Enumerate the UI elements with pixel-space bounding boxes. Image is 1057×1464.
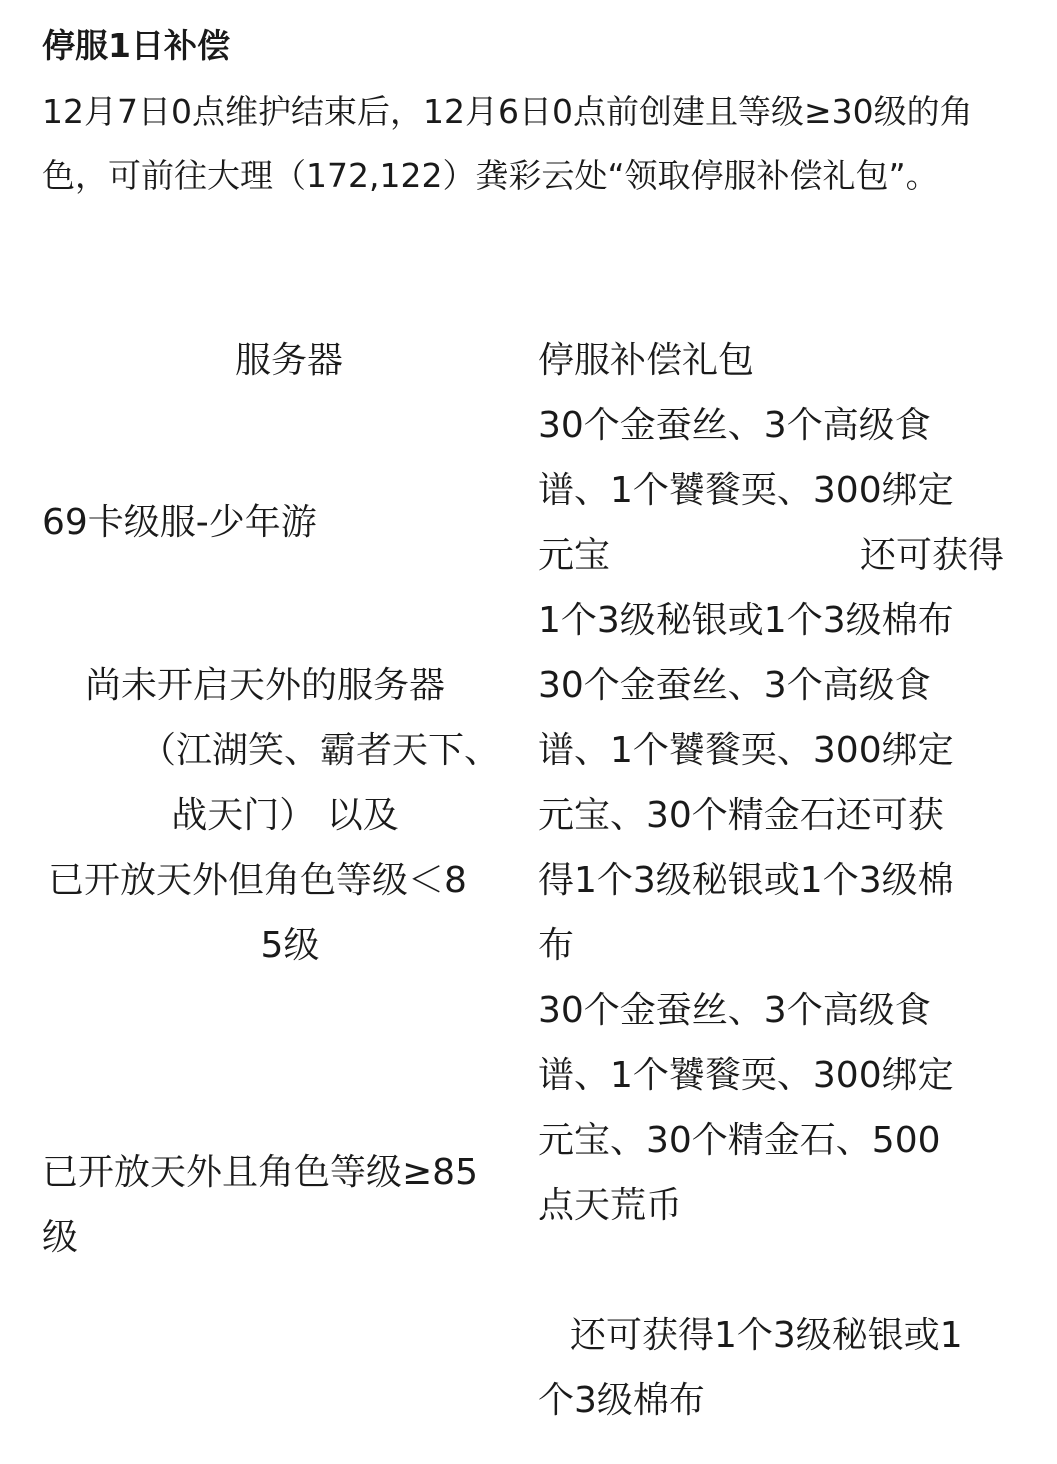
row2-package-line2: 谱、1个饕餮耎、300绑定 [538,730,954,771]
row2-server-line1: 尚未开启天外的服务器 [84,665,445,706]
row1-package-line3b: 还可获得 [860,535,1005,576]
row1-package-line2: 谱、1个饕餮耎、300绑定 [538,470,954,511]
row3-package-line1: 30个金蚕丝、3个高级食 [538,990,931,1031]
row1-package-line1: 30个金蚕丝、3个高级食 [538,405,931,446]
header-package: 停服补偿礼包 [538,340,755,381]
row1-package-line3: 元宝 [538,535,611,576]
row2-package-line1: 30个金蚕丝、3个高级食 [538,665,931,706]
row3-server-line1: 已开放天外且角色等级≥85 [42,1152,478,1193]
row2-server-line4: 已开放天外但角色等级＜8 [48,860,467,901]
row3-package-line6: 个3级棉布 [538,1380,705,1421]
row3-server-line2: 级 [42,1217,79,1258]
row3-package-line4: 点天荒币 [538,1185,683,1226]
notice-title: 停服1日补偿 [42,26,230,65]
row1-package-line4: 1个3级秘银或1个3级棉布 [538,600,954,641]
row2-package-line4: 得1个3级秘银或1个3级棉 [538,860,954,901]
notice-intro: 12月7日0点维护结束后，12月6日0点前创建且等级≥30级的角色，可前往大理（172,122）龚彩云处“领取停服补偿礼包”。 [42,92,973,195]
row3-package-line5: 还可获得1个3级秘银或1 [570,1315,963,1356]
row2-package-line5: 布 [538,925,575,966]
row2-server-line3: 战天门） 以及 [171,795,399,836]
row2-server-line2: （江湖笑、霸者天下、 [139,730,500,771]
row2-package-line3: 元宝、30个精金石还可获 [538,795,944,836]
header-server: 服务器 [234,340,343,381]
row1-server: 69卡级服-少年游 [42,502,317,543]
row3-package-line2: 谱、1个饕餮耎、300绑定 [538,1055,954,1096]
row3-package-line3: 元宝、30个精金石、500 [538,1120,941,1161]
row2-server-line5: 5级 [260,925,320,966]
